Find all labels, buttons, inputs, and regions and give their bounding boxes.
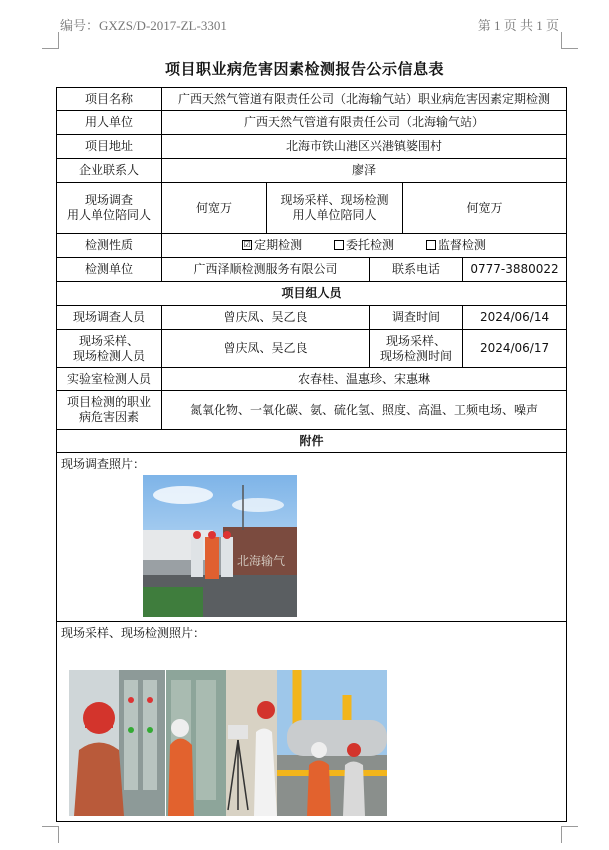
info-table	[56, 87, 567, 822]
table-row	[57, 430, 567, 453]
team-section-heading: 项目组人员	[57, 282, 567, 306]
sampling-time-label: 现场采样、 现场检测时间	[370, 330, 463, 368]
phone-label: 联系电话	[370, 258, 463, 282]
project-name-label: 项目名称	[57, 88, 162, 111]
sampling-photo-cell	[57, 622, 567, 822]
checkbox-checked-icon: ☑	[243, 239, 251, 249]
address-label: 项目地址	[57, 135, 162, 159]
test-nature-label: 检测性质	[57, 234, 162, 258]
test-nature-options	[162, 234, 567, 258]
hazards-value: 氮氧化物、一氧化碳、氨、硫化氢、照度、高温、工频电场、噪声	[162, 391, 567, 430]
contact-label: 企业联系人	[57, 159, 162, 183]
project-name-value: 广西天然气管道有限责任公司（北海输气站）职业病危害因素定期检测	[162, 88, 567, 111]
table-row	[57, 453, 567, 622]
table-row	[57, 391, 567, 430]
checkbox-icon	[334, 240, 344, 250]
option-supervisory: 监督检测	[426, 238, 486, 252]
document-number: 编号：GXZS/D-2017-ZL-3301	[60, 18, 227, 33]
table-row	[57, 183, 567, 234]
sampling-staff-label: 现场采样、 现场检测人员	[57, 330, 162, 368]
sampling-photo-1	[69, 670, 165, 816]
table-row	[57, 88, 567, 111]
table-row	[57, 111, 567, 135]
crop-mark-top-left	[42, 32, 59, 49]
photo-sign-text: 北海输气	[237, 554, 286, 568]
survey-site-photo	[143, 475, 297, 617]
sampling-photo-3	[277, 670, 387, 816]
survey-photo-cell	[57, 453, 567, 622]
table-row	[57, 258, 567, 282]
hazards-label: 项目检测的职业 病危害因素	[57, 391, 162, 430]
table-row	[57, 330, 567, 368]
page-title: 项目职业病危害因素检测报告公示信息表	[164, 60, 444, 78]
testing-unit-label: 检测单位	[57, 258, 162, 282]
table-row	[57, 368, 567, 391]
survey-staff-label: 现场调查人员	[57, 306, 162, 330]
sampling-staff-value: 曾庆凤、吴乙良	[162, 330, 370, 368]
lab-staff-value: 农春桂、温惠珍、宋惠琳	[162, 368, 567, 391]
survey-time-label: 调查时间	[370, 306, 463, 330]
table-row	[57, 159, 567, 183]
sampling-accompany-label: 现场采样、现场检测 用人单位陪同人	[267, 183, 403, 234]
testing-unit-value: 广西泽顺检测服务有限公司	[162, 258, 370, 282]
table-row	[57, 135, 567, 159]
table-row	[57, 234, 567, 258]
survey-time-value: 2024/06/14	[463, 306, 567, 330]
sampling-accompany-value: 何宽万	[403, 183, 567, 234]
crop-mark-top-right	[561, 32, 578, 49]
lab-staff-label: 实验室检测人员	[57, 368, 162, 391]
survey-photo-caption: 现场调查照片：	[61, 457, 146, 471]
survey-accompany-value: 何宽万	[162, 183, 267, 234]
option-commissioned: 委托检测	[334, 238, 394, 252]
crop-mark-bottom-left	[42, 826, 59, 843]
table-row	[57, 622, 567, 822]
survey-staff-value: 曾庆凤、吴乙良	[162, 306, 370, 330]
employer-value: 广西天然气管道有限责任公司（北海输气站）	[162, 111, 567, 135]
crop-mark-bottom-right	[561, 826, 578, 843]
table-row	[57, 306, 567, 330]
attachment-section-heading: 附件	[57, 430, 567, 453]
contact-value: 廖泽	[162, 159, 567, 183]
sampling-photo-2	[166, 670, 277, 816]
phone-value: 0777-3880022	[463, 258, 567, 282]
table-row	[57, 282, 567, 306]
page-indicator: 第 1 页 共 1 页	[477, 18, 559, 33]
option-periodic: ☑ 定期检测	[243, 238, 303, 252]
checkbox-icon	[426, 240, 436, 250]
employer-label: 用人单位	[57, 111, 162, 135]
sampling-photo-caption: 现场采样、现场检测照片：	[61, 626, 206, 640]
sampling-time-value: 2024/06/17	[463, 330, 567, 368]
address-value: 北海市铁山港区兴港镇婆围村	[162, 135, 567, 159]
survey-accompany-label: 现场调查 用人单位陪同人	[57, 183, 162, 234]
